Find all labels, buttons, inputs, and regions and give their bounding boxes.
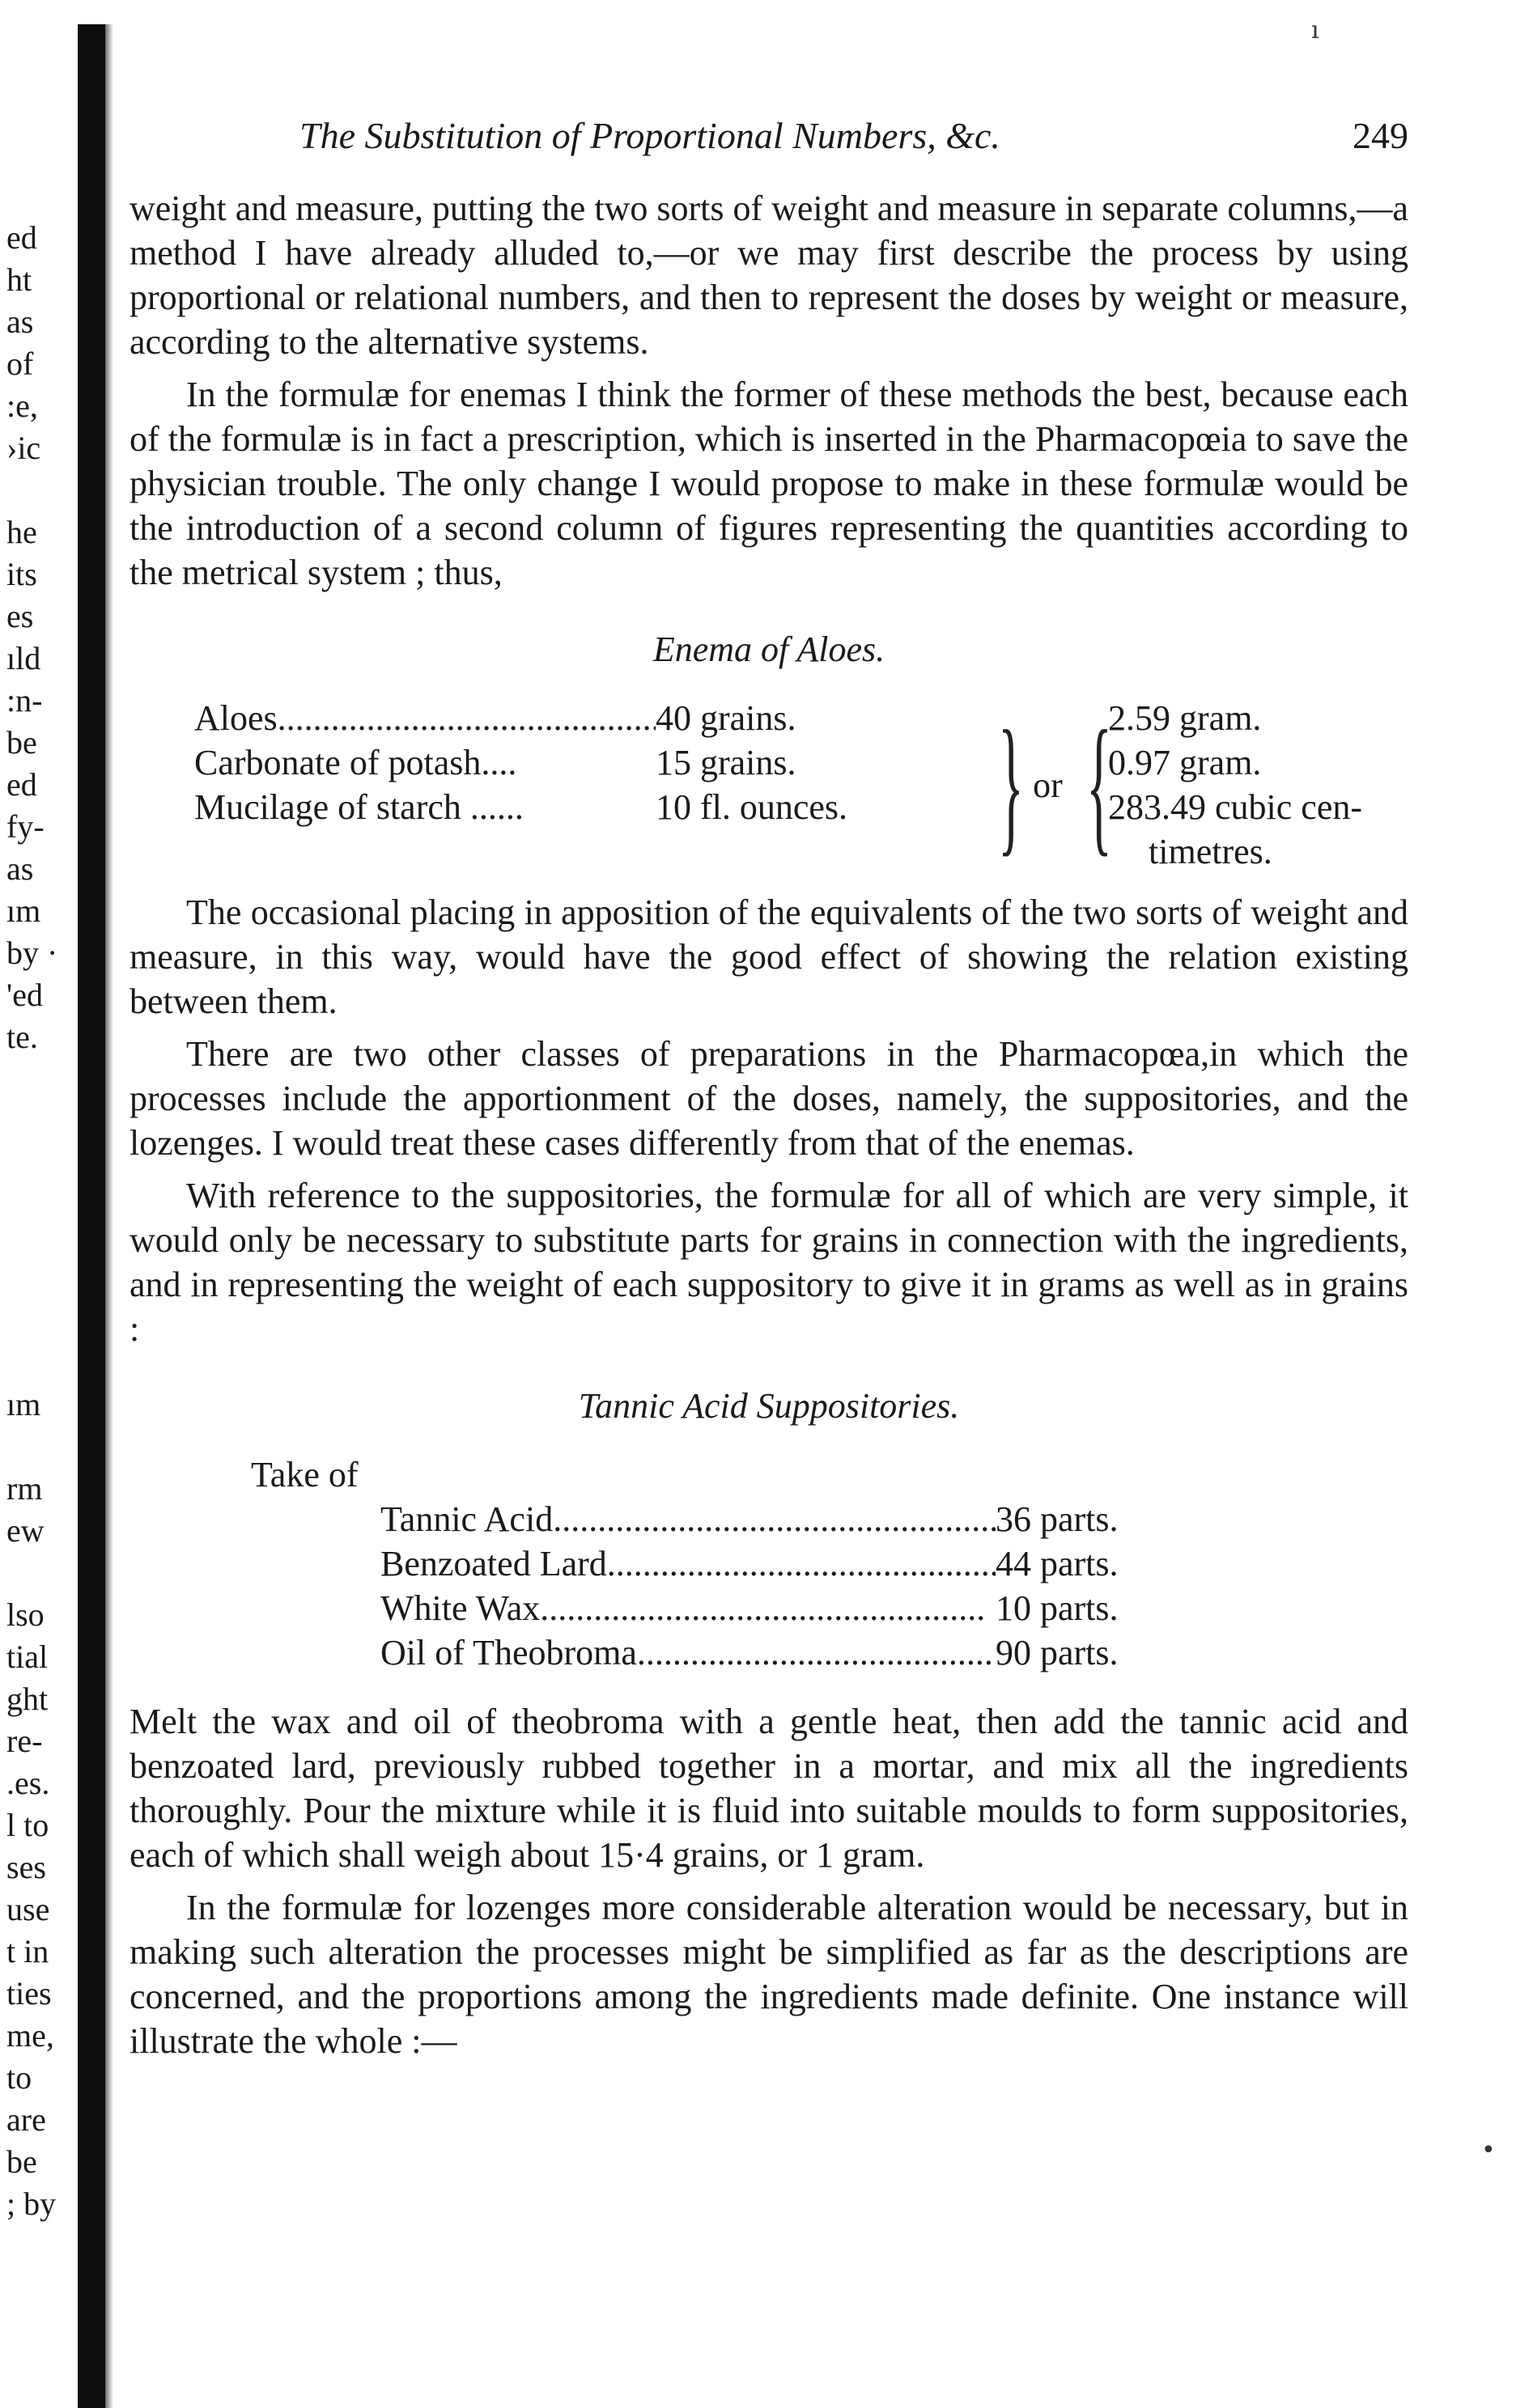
margin-fragment: ed — [6, 219, 37, 256]
page-header — [130, 113, 1408, 186]
paragraph: The occasional placing in apposition of the equivalents of the two sorts of weight and measure, in this way, would have the good effect of showing the relation existing between them. — [130, 892, 1408, 1021]
ingredient-row — [194, 740, 987, 785]
margin-fragment: its — [6, 556, 37, 592]
margin-fragment: be — [6, 2143, 37, 2180]
book-spine-shadow — [78, 24, 105, 2408]
left-brace: { — [1086, 700, 1112, 870]
margin-fragment: rm — [6, 1470, 43, 1507]
suppository-row — [380, 1586, 1408, 1630]
margin-fragment — [6, 469, 71, 511]
ingredient-row — [194, 696, 987, 740]
margin-fragment: as — [6, 303, 34, 340]
margin-fragment: tial — [6, 1639, 49, 1675]
suppository-ingredient-name: Tannic Acid ..... — [380, 1497, 996, 1541]
suppository-ingredient-qty: 90 parts. — [996, 1633, 1119, 1672]
take-of-label: Take of — [251, 1455, 359, 1494]
adjacent-page-margin — [6, 217, 71, 1058]
margin-fragment: ıld — [6, 640, 41, 676]
margin-fragment: be — [6, 724, 37, 761]
margin-fragment: te. — [6, 1019, 38, 1055]
paragraph: In the formulæ for lozenges more considerable alteration would be necessary, but in making such alteration the processes might be simplified as far as the descriptions are concerned, and the proportions among the ingredients made definite. One instance will illustrate the whole :— — [130, 1888, 1408, 2061]
ingredient-qty: 10 fl. ounces. — [656, 787, 848, 827]
margin-fragment: ght — [6, 1681, 49, 1717]
book-spine-gradient — [105, 24, 113, 2408]
running-title: The Substitution of Proportional Numbers, &c. — [299, 115, 1000, 156]
suppository-row — [380, 1630, 1408, 1675]
margin-fragment — [6, 1552, 71, 1594]
scan-speck: • — [1481, 2136, 1496, 2164]
margin-fragment: by · — [6, 935, 58, 971]
paragraph: There are two other classes of preparations in the Pharmacopœa,in which the processes include the apportionment of the doses, namely, the suppositories, and the lozenges. I would treat these cases differently from that of the enemas. — [130, 1034, 1408, 1163]
book-page — [130, 113, 1408, 2071]
suppository-ingredient-name: Oil of Theobroma ..... — [380, 1630, 996, 1675]
margin-fragment: ım — [6, 892, 41, 929]
metric-value: timetres. — [1149, 832, 1272, 871]
margin-fragment: to — [6, 2059, 32, 2096]
scan-speck: ı — [1311, 16, 1319, 45]
enema-recipe — [194, 696, 1408, 874]
margin-fragment: 'ed — [6, 977, 43, 1013]
metric-list — [1108, 696, 1408, 874]
suppositories-title: Tannic Acid Suppositories. — [578, 1386, 960, 1426]
paragraph: weight and measure, putting the two sorts of weight and measure in separate columns,—a method I have already alluded to,—or we may first describe the process by using proportional or relational numbers, and then to represent the doses by weight or measure, according to the alternative systems. — [130, 189, 1408, 362]
suppository-ingredient-name: Benzoated Lard ..... — [380, 1541, 996, 1586]
margin-fragment: ht — [6, 261, 32, 298]
ingredient-name: Mucilage of starch ...... — [194, 787, 524, 827]
margin-fragment: :e, — [6, 388, 38, 424]
metric-value: 2.59 gram. — [1108, 698, 1262, 738]
margin-fragment: me, — [6, 2017, 54, 2054]
suppository-row — [380, 1497, 1408, 1541]
suppository-row — [380, 1541, 1408, 1586]
right-brace: } — [998, 700, 1024, 870]
adjacent-page-margin-lower — [6, 1384, 71, 2225]
margin-fragment: re- — [6, 1723, 43, 1759]
margin-fragment: ; by — [6, 2185, 57, 2222]
ingredient-qty: 40 grains. — [656, 698, 796, 738]
margin-fragment: use — [6, 1891, 50, 1927]
suppository-ingredient-qty: 36 parts. — [996, 1499, 1119, 1539]
page-number: 249 — [1353, 115, 1408, 156]
enema-title: Enema of Aloes. — [652, 630, 885, 669]
margin-fragment: are — [6, 2101, 46, 2138]
margin-fragment: t in — [6, 1933, 49, 1969]
margin-fragment: he — [6, 514, 37, 550]
margin-fragment: ed — [6, 766, 37, 803]
margin-fragment: l to — [6, 1807, 49, 1843]
ingredient-row — [194, 785, 987, 829]
margin-fragment: ses — [6, 1849, 46, 1885]
or-word: or — [1033, 765, 1063, 805]
margin-fragment: ties — [6, 1975, 52, 2012]
suppository-ingredient-name: White Wax ..... — [380, 1586, 996, 1630]
metric-value: 0.97 gram. — [1108, 743, 1262, 782]
margin-fragment: fy- — [6, 808, 45, 845]
margin-fragment: lso — [6, 1596, 45, 1633]
metric-value: 283.49 cubic cen- — [1108, 787, 1363, 827]
ingredient-list — [194, 696, 987, 874]
margin-fragment: .es. — [6, 1765, 50, 1801]
margin-fragment: ›ic — [6, 430, 41, 466]
ingredient-name: Carbonate of potash.... — [194, 743, 517, 782]
margin-fragment: of — [6, 346, 34, 382]
margin-fragment: es — [6, 598, 34, 634]
ingredient-qty: 15 grains. — [656, 743, 796, 782]
suppository-ingredient-list — [380, 1497, 1408, 1675]
paragraph: In the formulæ for enemas I think the former of these methods the best, because each of the formulæ is in fact a prescription, which is inserted in the Pharmacopœia to save the physician trouble. The only change I would propose to make in these formulæ would be the introduction of a second column of figures representing the quantities according to the metrical system ; thus, — [130, 375, 1408, 592]
margin-fragment: :n- — [6, 682, 43, 719]
suppository-ingredient-qty: 44 parts. — [996, 1544, 1119, 1583]
ingredient-name: Aloes ..... — [194, 696, 656, 740]
margin-fragment — [6, 1426, 71, 1468]
paragraph: With reference to the suppositories, the formulæ for all of which are very simple, it would only be necessary to substitute parts for grains in connection with the ingredients, and in representing the weight of each suppository to give it in grams as well as in grains : — [130, 1176, 1408, 1349]
paragraph: Melt the wax and oil of theobroma with a gentle heat, then add the tannic acid and benzoated lard, previously rubbed together in a mortar, and mix all the ingredients thoroughly. Pour the mixture while it is fluid into suitable moulds to form suppositories, each of which shall weigh about 15·4 grains, or 1 gram. — [130, 1702, 1408, 1875]
margin-fragment: ew — [6, 1512, 45, 1549]
margin-fragment: as — [6, 850, 34, 887]
margin-fragment: ım — [6, 1386, 41, 1422]
ingredient-row-blank — [194, 829, 987, 874]
suppository-ingredient-qty: 10 parts. — [996, 1588, 1119, 1628]
